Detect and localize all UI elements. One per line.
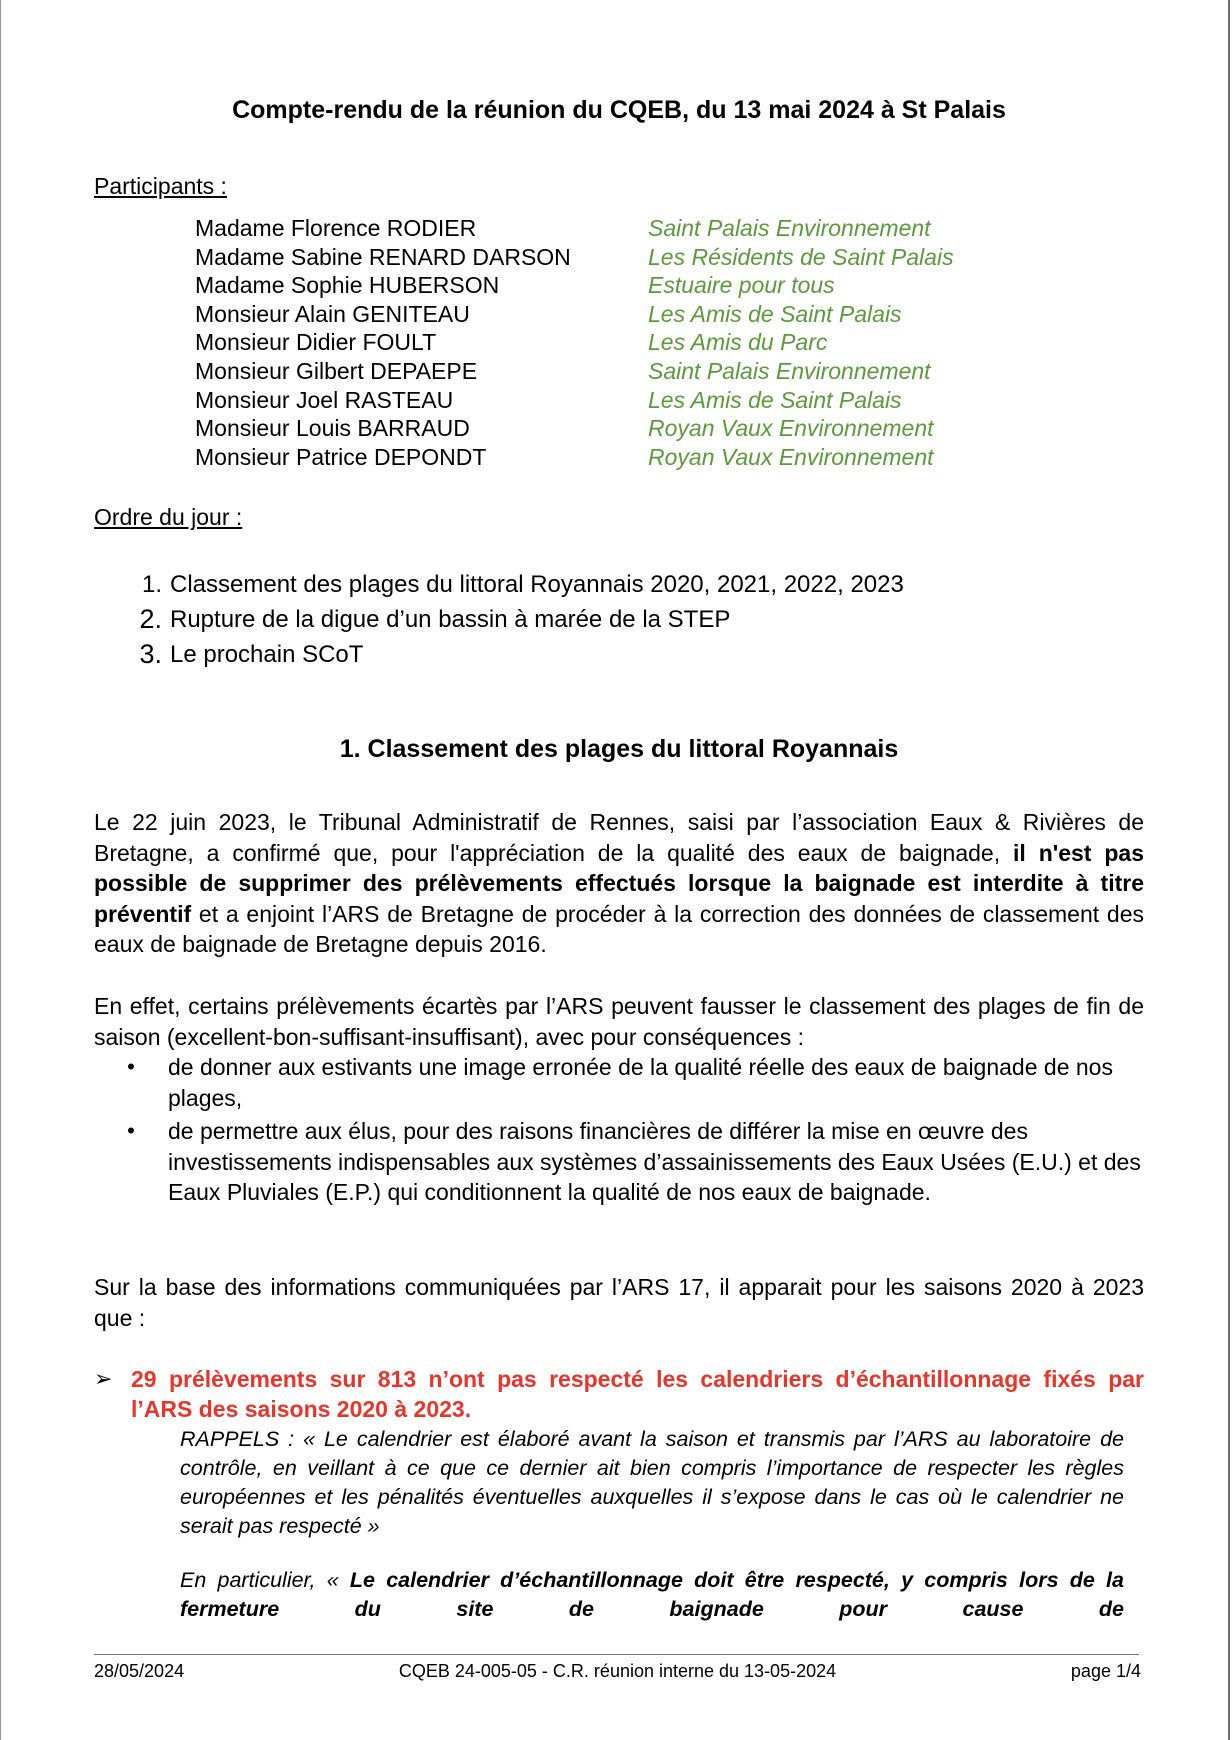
participant-row <box>195 271 1095 300</box>
agenda-list <box>124 567 1124 672</box>
footer-page-number: page 1/4 <box>1070 1661 1141 1681</box>
participant-name: Madame Sophie HUBERSON <box>195 272 500 299</box>
participant-row <box>195 214 1095 243</box>
participant-name: Madame Florence RODIER <box>195 215 477 241</box>
participant-name: Monsieur Joel RASTEAU <box>195 386 454 413</box>
document-title: Compte-rendu de la réunion du CQEB, du 13 mai 2024 à St Palais <box>232 96 1006 124</box>
bullet-item <box>94 1116 1144 1208</box>
agenda-item-number: 1. <box>141 571 162 598</box>
participant-organization: Les Amis de Saint Palais <box>648 386 902 413</box>
participant-organization: Saint Palais Environnement <box>648 215 931 241</box>
section-heading: 1. Classement des plages du littoral Royannais <box>339 735 899 763</box>
consequences-list <box>94 1052 1144 1211</box>
participant-row <box>195 357 1095 386</box>
paragraph-tribunal-text-end: et a enjoint l’ARS de Bretagne de procéder à la correction des données de classement des eaux de baignade de Bretagne depuis 2016. <box>94 900 1144 957</box>
agenda-item-number: 3. <box>139 639 162 669</box>
participants-list <box>195 214 1095 471</box>
bullet-dot-icon: • <box>127 1118 135 1143</box>
bullet-text: de permettre aux élus, pour des raisons financières de différer la mise en œuvre des investissements indispensables aux systèmes d’assainissements des Eaux Usées (E.U.) et des Eaux Pluviales (E.P.) qui conditionnent la qualité de nos eaux de baignade. <box>168 1118 1141 1205</box>
participant-row <box>195 443 1095 472</box>
participant-name: Monsieur Alain GENITEAU <box>195 300 470 327</box>
page-footer <box>94 1659 1141 1683</box>
participants-label: Participants : <box>94 173 227 199</box>
agenda-label: Ordre du jour : <box>94 504 243 530</box>
participant-name: Monsieur Didier FOULT <box>195 329 437 356</box>
participant-row <box>195 300 1095 329</box>
paragraph-en-effet: En effet, certains prélèvements écartès par l’ARS peuvent fausser le classement des plages de fin de saison (excellent-bon-suffisant-insuffisant), avec pour conséquences : <box>94 993 1144 1050</box>
participant-row <box>195 328 1095 357</box>
participant-name: Monsieur Patrice DEPONDT <box>195 443 487 470</box>
participant-row <box>195 414 1095 443</box>
agenda-item-text: Rupture de la digue d’un bassin à marée de la STEP <box>170 606 731 633</box>
agenda-item-text: Classement des plages du littoral Royannais 2020, 2021, 2022, 2023 <box>170 571 904 598</box>
participant-row <box>195 386 1095 415</box>
agenda-item <box>124 567 1124 602</box>
footer-date: 28/05/2024 <box>94 1661 185 1681</box>
rappels-quote: RAPPELS : « Le calendrier est élaboré avant la saison et transmis par l’ARS au laboratoire de contrôle, en veillant à ce que ce dernier ait bien compris l’importance de respecter les règles européennes et les pénalités éventuelles auxquelles il s’expose dans le cas où le calendrier ne serait pas respecté » <box>180 1427 1124 1538</box>
particulier-quote <box>180 1566 1124 1624</box>
particulier-intro: En particulier, « <box>180 1568 350 1592</box>
participant-organization: Royan Vaux Environnement <box>648 415 934 442</box>
paragraph-ars17: Sur la base des informations communiquées par l’ARS 17, il apparait pour les saisons 2020 à 2023 que : <box>94 1274 1144 1331</box>
participant-organization: Les Amis du Parc <box>648 329 828 356</box>
highlight-item <box>94 1364 1144 1424</box>
agenda-item <box>124 637 1124 672</box>
paragraph-tribunal-text: Le 22 juin 2023, le Tribunal Administratif de Rennes, saisi par l’association Eaux & Rivières de Bretagne, a confirmé que, pour l'appréciation de la qualité des eaux de baignade, <box>94 809 1144 866</box>
paragraph-tribunal-bold: il n'est pas possible de supprimer des prélèvements effectués lorsque la baignade est interdite à titre préventif <box>94 839 1144 927</box>
participant-name: Monsieur Louis BARRAUD <box>195 415 470 442</box>
particulier-bold: Le calendrier d’échantillonnage doit être respecté, y compris lors de la fermeture du site de baignade pour cause de <box>180 1568 1124 1621</box>
participant-name: Monsieur Gilbert DEPAEPE <box>195 357 478 384</box>
paragraph-tribunal <box>94 807 1144 960</box>
bullet-item <box>94 1052 1144 1113</box>
highlight-text: 29 prélèvements sur 813 n’ont pas respecté les calendriers d’échantillonnage fixés par l’ARS des saisons 2020 à 2023. <box>131 1366 1144 1422</box>
participant-row <box>195 243 1095 272</box>
participant-organization: Les Résidents de Saint Palais <box>648 243 954 270</box>
agenda-item <box>124 602 1124 637</box>
bullet-dot-icon: • <box>127 1054 135 1079</box>
bullet-text: de donner aux estivants une image erronée de la qualité réelle des eaux de baignade de nos plages, <box>168 1054 1113 1111</box>
participant-organization: Saint Palais Environnement <box>648 357 931 384</box>
footer-divider <box>94 1654 1139 1655</box>
arrow-bullet-icon: ➢ <box>94 1366 113 1391</box>
participant-organization: Royan Vaux Environnement <box>648 443 934 470</box>
footer-reference: CQEB 24-005-05 - C.R. réunion interne du 13-05-2024 <box>398 1661 837 1681</box>
agenda-item-text: Le prochain SCoT <box>170 641 364 668</box>
participant-organization: Les Amis de Saint Palais <box>648 300 902 327</box>
participant-organization: Estuaire pour tous <box>648 272 835 299</box>
participant-name: Madame Sabine RENARD DARSON <box>195 243 571 270</box>
agenda-item-number: 2. <box>139 604 162 634</box>
